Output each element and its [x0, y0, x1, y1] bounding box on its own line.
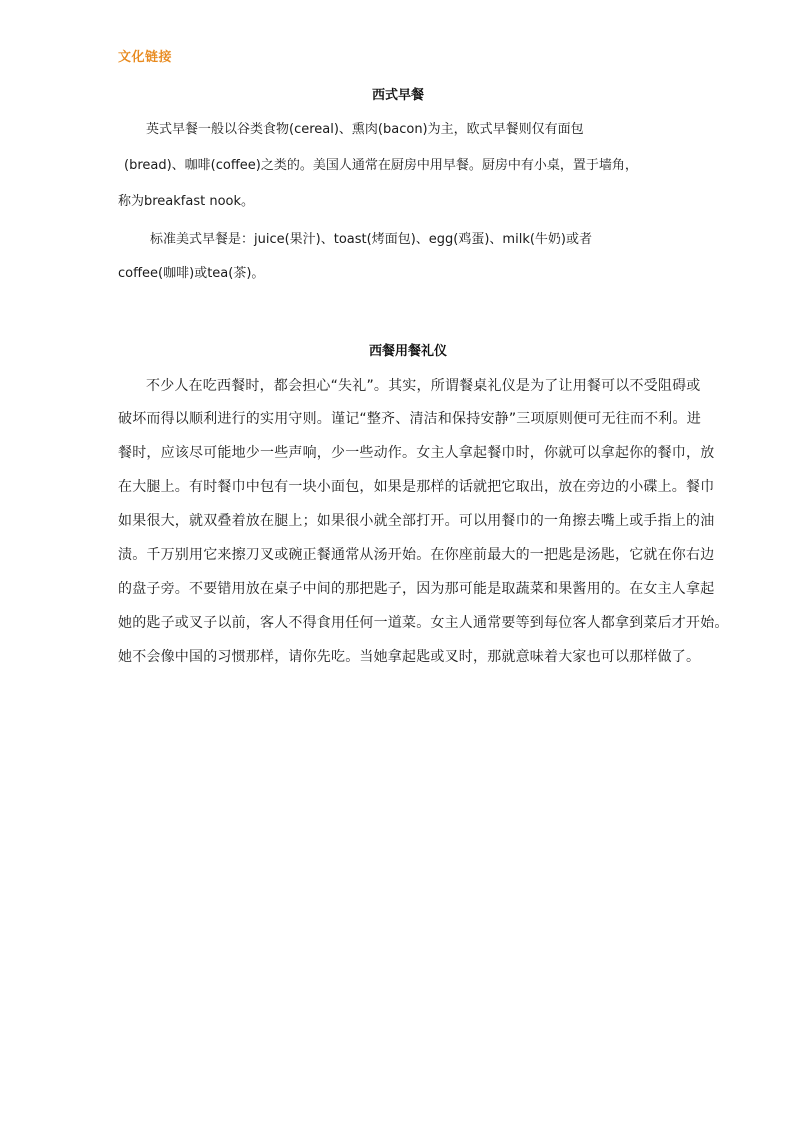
etiquette-line-8: 她的匙子或叉子以前，客人不得食用任何一道菜。女主人通常要等到每位客人都拿到菜后才开始。 [118, 615, 729, 631]
etiquette-line-5: 如果很大，就双叠着放在腿上；如果很小就全部打开。可以用餐巾的一角擦去嘴上或手指上的油 [118, 513, 715, 529]
breakfast-line-2: (bread)、咖啡(coffee)之类的。美国人通常在厨房中用早餐。厨房中有小桌，置于墙角， [124, 158, 638, 173]
section-label: 文化链接 [118, 50, 173, 65]
etiquette-line-4: 在大腿上。有时餐巾中包有一块小面包，如果是那样的话就把它取出，放在旁边的小碟上。餐巾 [118, 479, 715, 495]
breakfast-line-5: coffee(咖啡)或tea(茶)。 [118, 266, 265, 281]
breakfast-line-3: 称为breakfast nook。 [118, 194, 255, 209]
breakfast-title: 西式早餐 [371, 88, 424, 103]
etiquette-title: 西餐用餐礼仪 [368, 344, 447, 359]
etiquette-line-6: 渍。千万别用它来擦刀叉或碗正餐通常从汤开始。在你座前最大的一把匙是汤匙，它就在你右边 [118, 547, 715, 563]
etiquette-line-2: 破坏而得以顺利进行的实用守则。谨记“整齐、清洁和保持安静”三项原则便可无往而不利。进 [118, 411, 701, 427]
etiquette-line-7: 的盘子旁。不要错用放在桌子中间的那把匙子，因为那可能是取蔬菜和果酱用的。在女主人拿起 [118, 581, 715, 597]
breakfast-line-1: 英式早餐一般以谷类食物(cereal)、熏肉(bacon)为主，欧式早餐则仅有面包 [146, 122, 584, 137]
etiquette-line-9: 她不会像中国的习惯那样，请你先吃。当她拿起匙或叉时，那就意味着大家也可以那样做了。 [118, 649, 701, 665]
etiquette-line-3: 餐时，应该尽可能地少一些声响，少一些动作。女主人拿起餐巾时，你就可以拿起你的餐巾，放 [118, 445, 715, 461]
etiquette-line-1: 不少人在吃西餐时，都会担心“失礼”。其实，所谓餐桌礼仪是为了让用餐可以不受阻碍或 [146, 378, 701, 394]
breakfast-line-4: 标准美式早餐是：juice(果汁)、toast(烤面包)、egg(鸡蛋)、milk(牛奶)或者 [150, 232, 592, 247]
